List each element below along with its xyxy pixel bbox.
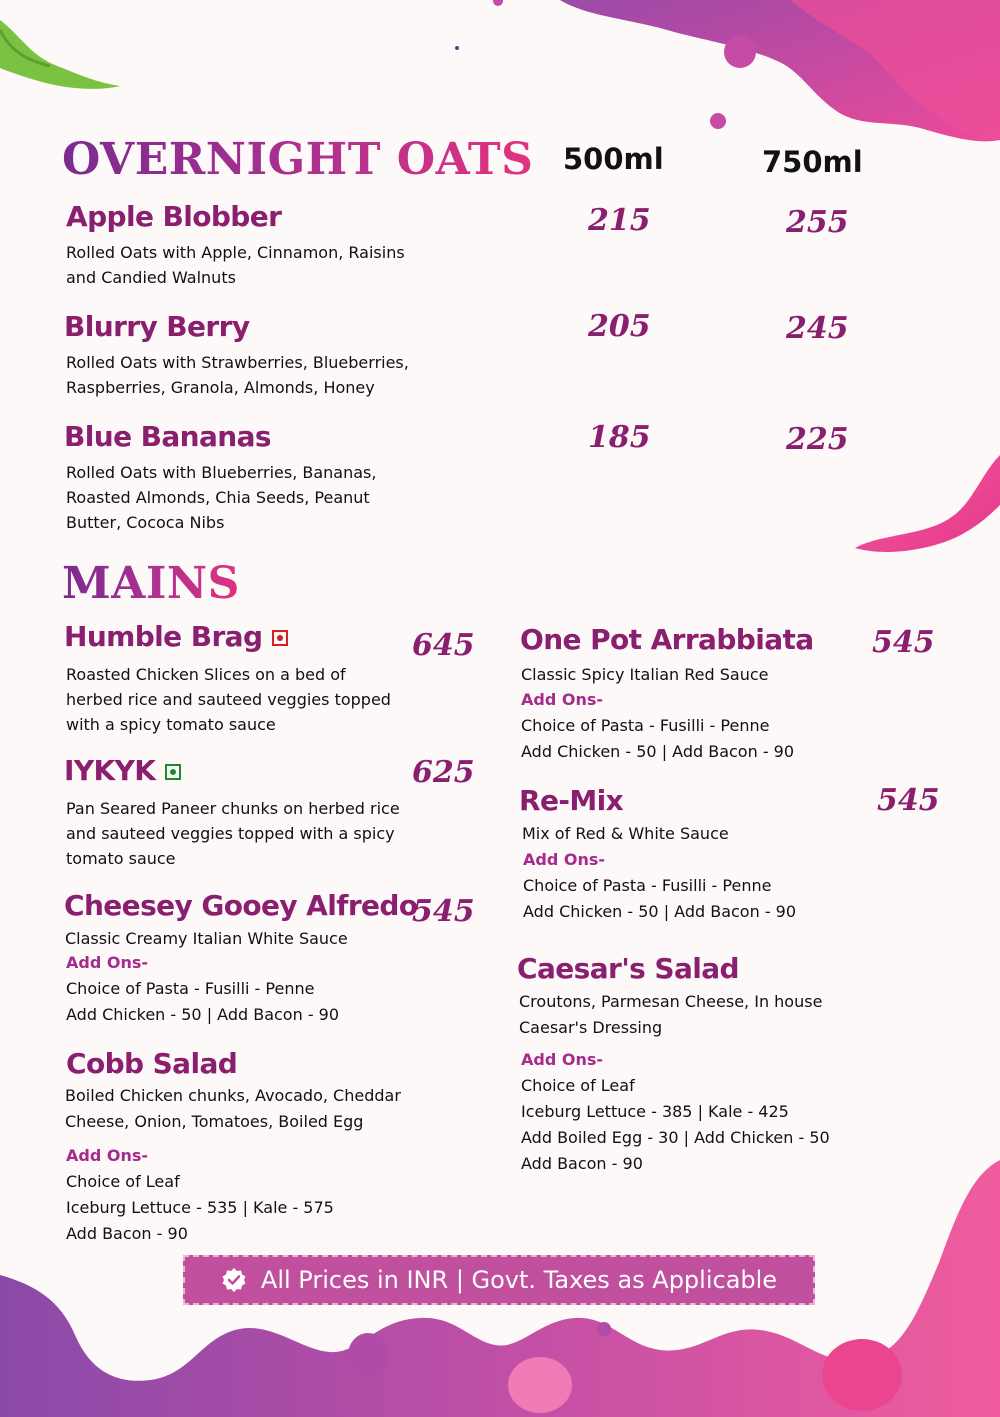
- oats-section-title: OVERNIGHT OATS: [62, 134, 534, 185]
- addons-label: Add Ons-: [66, 953, 149, 972]
- mains-section-title: MAINS: [62, 558, 240, 609]
- price-500ml: 215: [588, 203, 651, 238]
- menu-item-desc: Classic Creamy Italian White Sauce: [65, 929, 348, 948]
- menu-item-name: Cobb Salad: [66, 1047, 238, 1080]
- addons-list: Choice of Leaf Iceburg Lettuce - 535 | Kale - 575 Add Bacon - 90: [66, 1172, 334, 1243]
- menu-item-name: Humble Brag: [64, 620, 288, 653]
- price-500ml: 185: [588, 420, 651, 455]
- size-header-500ml: 500ml: [563, 142, 664, 176]
- menu-item-desc: Pan Seared Paneer chunks on herbed rice and sauteed veggies topped with a spicy tomato sauce: [66, 799, 400, 868]
- nonveg-icon: [272, 630, 288, 646]
- menu-item-price: 645: [412, 628, 475, 663]
- price-note-banner: [183, 1255, 815, 1305]
- menu-item-name: Blue Bananas: [64, 420, 271, 453]
- menu-item-price: 545: [872, 625, 935, 660]
- menu-item-name: Caesar's Salad: [517, 952, 739, 985]
- menu-item-name: Cheesey Gooey Alfredo: [64, 889, 418, 922]
- menu-item-name: Apple Blobber: [66, 200, 282, 233]
- menu-item-desc: Classic Spicy Italian Red Sauce: [521, 665, 769, 684]
- menu-item-price: 545: [877, 783, 940, 818]
- addons-label: Add Ons-: [521, 1050, 604, 1069]
- price-750ml: 225: [786, 422, 849, 457]
- addons-label: Add Ons-: [66, 1146, 149, 1165]
- menu-item-desc: Mix of Red & White Sauce: [522, 824, 729, 843]
- menu-item-name: IYKYK: [64, 754, 181, 787]
- addons-list: Choice of Pasta - Fusilli - Penne Add Chicken - 50 | Add Bacon - 90: [521, 716, 795, 761]
- menu-item-desc: Rolled Oats with Apple, Cinnamon, Raisins and Candied Walnuts: [66, 243, 405, 287]
- addons-label: Add Ons-: [523, 850, 606, 869]
- addons-list: Choice of Pasta - Fusilli - Penne Add Chicken - 50 | Add Bacon - 90: [523, 876, 797, 921]
- price-500ml: 205: [588, 309, 651, 344]
- menu-item-price: 625: [412, 755, 475, 790]
- price-note-text: All Prices in INR | Govt. Taxes as Applicable: [260, 1266, 778, 1294]
- menu-item-price: 545: [412, 894, 475, 929]
- badge-check-icon: [221, 1267, 247, 1293]
- menu-item-name: Re-Mix: [519, 784, 624, 817]
- addons-list: Choice of Pasta - Fusilli - Penne Add Chicken - 50 | Add Bacon - 90: [66, 979, 340, 1024]
- size-header-750ml: 750ml: [762, 145, 863, 179]
- menu-item-desc: Croutons, Parmesan Cheese, In house Caesar's Dressing: [519, 992, 823, 1037]
- addons-list: Choice of Leaf Iceburg Lettuce - 385 | Kale - 425 Add Boiled Egg - 30 | Add Chicken - 50 Add Bacon - 90: [521, 1076, 830, 1173]
- menu-item-desc: Boiled Chicken chunks, Avocado, Cheddar Cheese, Onion, Tomatoes, Boiled Egg: [65, 1086, 401, 1131]
- veg-icon: [165, 764, 181, 780]
- menu-item-desc: Rolled Oats with Strawberries, Blueberries, Raspberries, Granola, Almonds, Honey: [66, 353, 409, 397]
- menu-item-desc: Rolled Oats with Blueberries, Bananas, Roasted Almonds, Chia Seeds, Peanut Butter, Cococa Nibs: [66, 463, 377, 532]
- price-750ml: 255: [786, 205, 849, 240]
- addons-label: Add Ons-: [521, 690, 604, 709]
- price-750ml: 245: [786, 311, 849, 346]
- menu-item-name: One Pot Arrabbiata: [520, 623, 814, 656]
- menu-item-name: Blurry Berry: [64, 310, 250, 343]
- menu-item-desc: Roasted Chicken Slices on a bed of herbed rice and sauteed veggies topped with a spicy tomato sauce: [66, 665, 391, 734]
